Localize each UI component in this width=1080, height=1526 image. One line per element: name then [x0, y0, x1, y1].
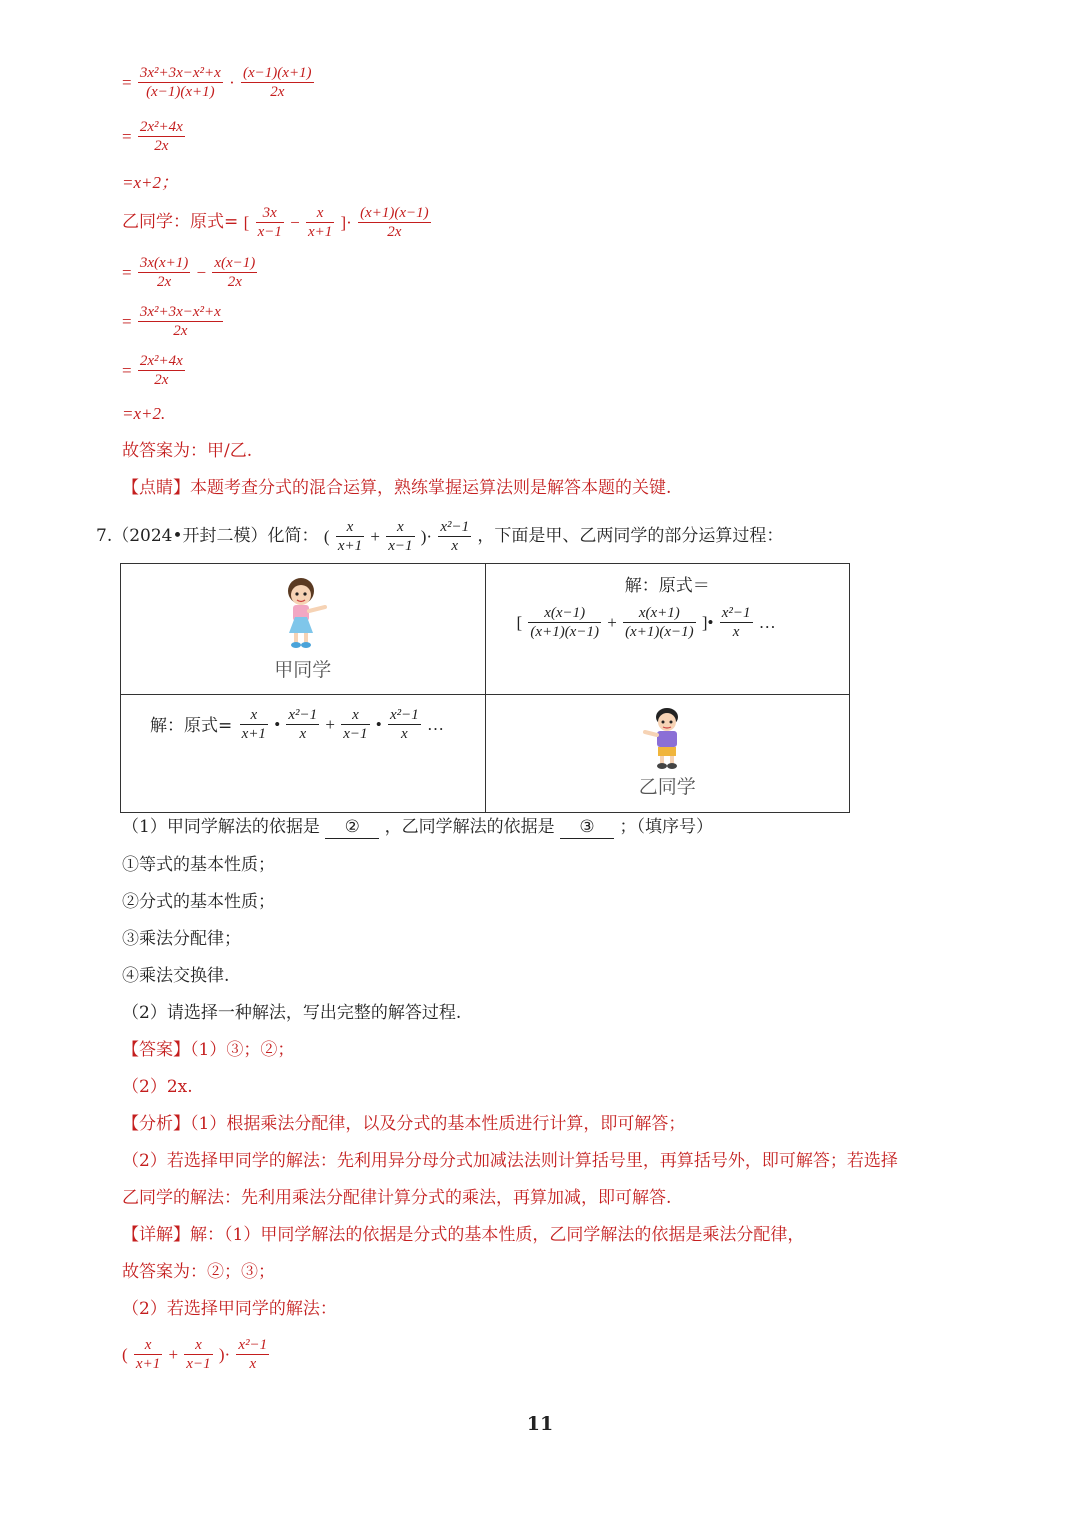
question-7: 7.（2024•开封二模）化简： ( $\frac{x}{x+1}$ + $\frac{x}{x-1}$ )· $\frac{\text{x²−1}}{x}$ ，下面是甲、乙两同学的部分运算过程： — [96, 519, 784, 554]
frac-den: x−1 — [257, 224, 282, 240]
frac-num: 3x²+3x−x²+x — [139, 65, 221, 81]
frac-den: x — [732, 624, 740, 640]
option-2: ②分式的基本性质； — [122, 892, 275, 912]
answer-blank-1: ② — [325, 816, 379, 839]
answer-blank-2: ③ — [560, 816, 614, 839]
frac-num: x(x−1) — [214, 255, 256, 271]
frac-num: x — [134, 1336, 162, 1355]
detail-3: （2）若选择甲同学的解法： — [122, 1299, 337, 1319]
frac-den: x — [249, 1356, 257, 1372]
frac-num: x — [341, 706, 369, 725]
yi-result: =x+2. — [122, 404, 166, 423]
yi-step-4: = $\frac{\text{2x²+4x}}{2x}$ — [122, 353, 183, 388]
part-1-question — [122, 816, 713, 839]
jia-solution-label: 解：原式＝ — [624, 576, 710, 596]
jia-step-2: = $\frac{\text{2x²+4x}}{2x}$ — [122, 119, 183, 154]
solution-table — [120, 563, 850, 813]
yi-label: 乙同学：原式= — [122, 211, 239, 232]
final-expression: ( $\frac{x}{x+1}$ + $\frac{x}{x-1}$ )· $\frac{\text{x²−1}}{x}$ — [122, 1337, 268, 1372]
jia-result: =x+2； — [122, 173, 178, 192]
part-1-text-c: ；（填序号） — [619, 817, 713, 837]
frac-den: 2x — [173, 323, 188, 339]
frac-num: 2x²+4x — [139, 119, 183, 135]
jia-cell — [121, 564, 486, 695]
yi-step-3: = $\frac{\text{3x²+3x−x²+x}}{2x}$ — [122, 304, 221, 339]
frac-den: (x−1)(x+1) — [146, 84, 215, 100]
yi-solution-expr: 解：原式= $\frac{x}{x+1}$ • $\frac{\text{x²−1}}{x}$ + $\frac{x}{x-1}$ • $\frac{\text{x²−1}}{x}$ … — [150, 707, 445, 742]
analysis-1: 【分析】（1）根据乘法分配律，以及分式的基本性质进行计算，即可解答； — [122, 1114, 686, 1134]
page-number: 11 — [526, 1413, 554, 1435]
part-1-text-b: ，乙同学解法的依据是 — [384, 817, 555, 837]
yi-caption: 乙同学 — [638, 776, 696, 798]
part-2-question: （2）请选择一种解法，写出完整的解答过程. — [122, 1003, 462, 1023]
frac-num: 2x²+4x — [139, 353, 183, 369]
dianjing-note: 【点睛】本题考查分式的混合运算，熟练掌握运算法则是解答本题的关键. — [122, 478, 672, 498]
frac-num: 3x — [256, 204, 284, 223]
frac-den: 2x — [387, 224, 402, 240]
question-suffix: ，下面是甲、乙两同学的部分运算过程： — [477, 525, 784, 546]
frac-num: x²−1 — [390, 707, 419, 723]
frac-num: x(x+1) — [623, 604, 696, 623]
frac-den: x+1 — [135, 1356, 161, 1372]
frac-den: x−1 — [343, 726, 368, 742]
yi-step-2: = $\frac{3x(x+1)}{2x}$ − $\frac{x(x-1)}{2x}$ — [122, 255, 256, 290]
jia-caption: 甲同学 — [274, 659, 332, 681]
frac-num: 3x²+3x−x²+x — [139, 304, 221, 320]
answer-part-1: 【答案】（1）③；②； — [122, 1040, 295, 1060]
frac-num: x — [336, 518, 364, 537]
frac-den: x−1 — [186, 1356, 211, 1372]
frac-den: x — [299, 726, 307, 742]
frac-den: x — [451, 538, 459, 554]
question-prefix: 7.（2024•开封二模）化简： — [96, 525, 319, 546]
frac-den: 2x — [270, 84, 285, 100]
frac-num: x — [240, 706, 268, 725]
answer-part-2: （2）2x. — [122, 1077, 193, 1097]
jia-solution-expr: [ $\frac{x(x-1)}{(x+1)(x-1)}$ + $\frac{x(x+1)}{(x+1)(x-1)}$ ]• $\frac{\text{x²−1}}{x}$ … — [516, 605, 776, 640]
option-4: ④乘法交换律. — [122, 966, 230, 986]
yi-solution-label: 解：原式= — [150, 716, 233, 737]
frac-num: x²−1 — [721, 605, 751, 621]
girl-student-icon — [273, 573, 333, 651]
frac-num: x²−1 — [288, 707, 318, 723]
yi-cell — [485, 695, 850, 813]
frac-num: x²−1 — [440, 519, 470, 535]
frac-num: x²−1 — [238, 1337, 268, 1353]
ellipsis: … — [758, 612, 776, 632]
jia-solution-cell — [485, 564, 850, 695]
detail-2: 故答案为：②；③； — [122, 1262, 275, 1282]
detail-1: 【详解】解：（1）甲同学解法的依据是分式的基本性质，乙同学解法的依据是乘法分配律， — [122, 1225, 805, 1245]
option-3: ③乘法分配律； — [122, 929, 241, 949]
frac-den: x+1 — [241, 726, 266, 742]
frac-num: x — [306, 204, 334, 223]
yi-solution-cell — [121, 695, 486, 813]
frac-num: x — [386, 518, 414, 537]
frac-den: 2x — [154, 138, 169, 154]
frac-num: (x+1)(x−1) — [360, 205, 429, 221]
yi-step-1: 乙同学：原式= [ $\frac{3x}{x-1}$ − $\frac{x}{x+1}$ ]· $\frac{(x+1)(x-1)}{2x}$ — [122, 205, 429, 240]
frac-num: (x−1)(x+1) — [243, 65, 312, 81]
frac-den: 2x — [154, 372, 169, 388]
frac-den: x+1 — [337, 538, 363, 554]
frac-den: x — [401, 726, 408, 742]
boy-student-icon — [641, 704, 693, 770]
frac-den: (x+1)(x−1) — [625, 624, 694, 640]
frac-num: 3x(x+1) — [139, 255, 189, 271]
ellipsis: … — [427, 714, 445, 734]
frac-num: x(x−1) — [528, 604, 601, 623]
analysis-3: 乙同学的解法：先利用乘法分配律计算分式的乘法，再算加减，即可解答. — [122, 1188, 672, 1208]
frac-den: 2x — [227, 274, 242, 290]
analysis-2: （2）若选择甲同学的解法：先利用异分母分式加减法法则计算括号里，再算括号外，即可解答；若选择 — [122, 1151, 898, 1171]
frac-num: x — [184, 1336, 212, 1355]
answer-line: 故答案为：甲/乙. — [122, 441, 253, 461]
jia-step-1: = $\frac{\text{3x²+3x−x²+x}}{(x-1)(x+1)}$ · $\frac{(x-1)(x+1)}{2x}$ — [122, 65, 312, 100]
frac-den: x+1 — [307, 224, 333, 240]
frac-den: (x+1)(x−1) — [530, 624, 599, 640]
frac-den: 2x — [156, 274, 172, 290]
frac-den: x−1 — [388, 538, 413, 554]
option-1: ①等式的基本性质； — [122, 855, 275, 875]
part-1-text-a: （1）甲同学解法的依据是 — [122, 817, 320, 837]
